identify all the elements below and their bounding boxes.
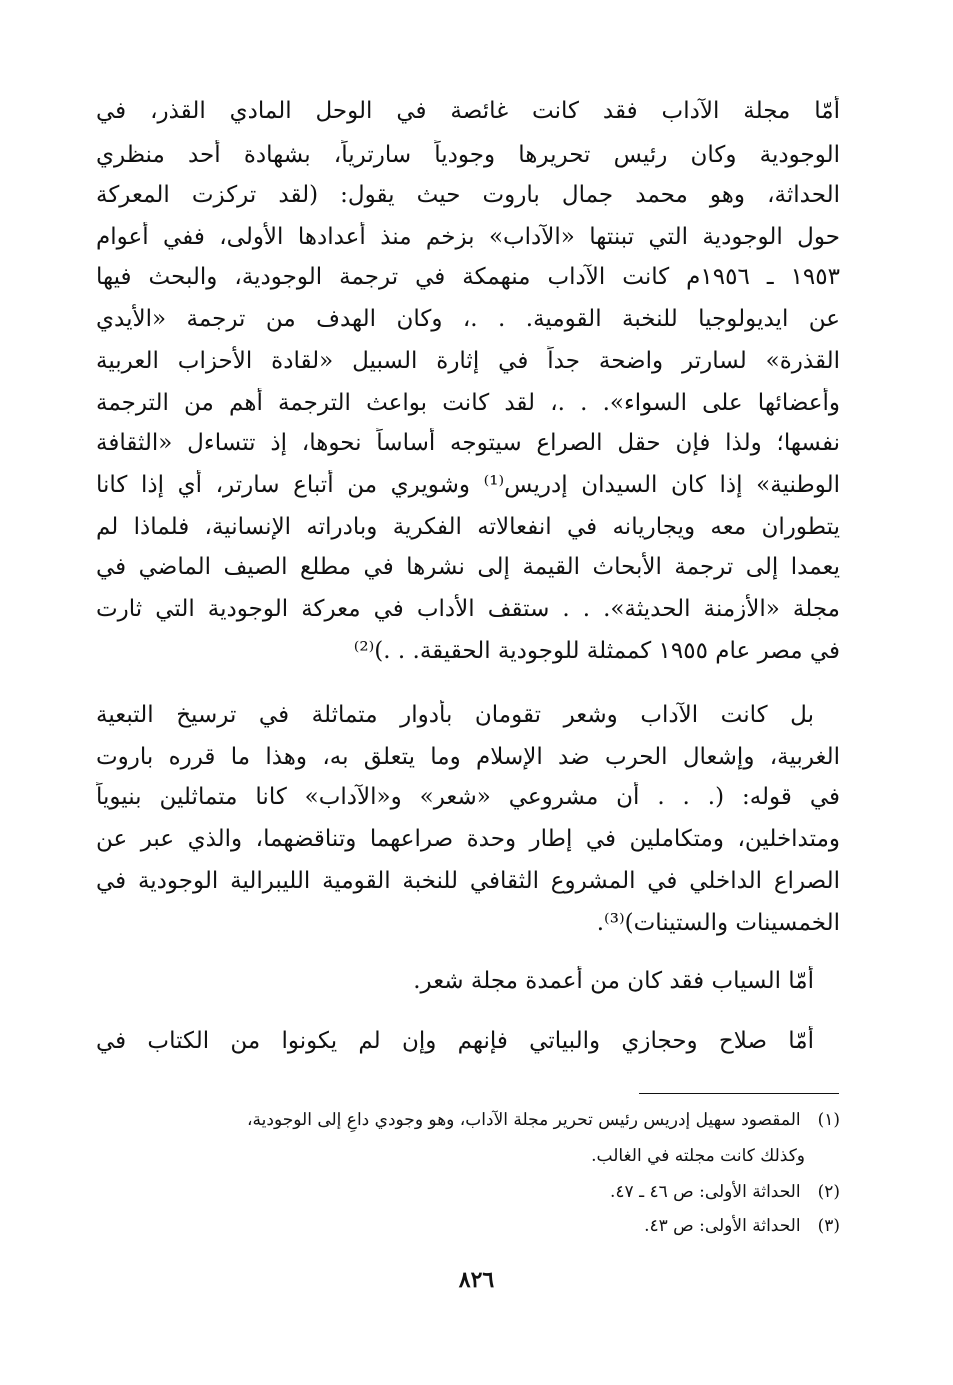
footnote-text: الحداثة الأولى: ص ٤٦ ـ ٤٧. <box>610 1182 801 1202</box>
text-line: حول الوجودية التي تبنتها «الآداب» بزخم منذ أعدادها الأولى، ففي أعوام <box>96 224 840 250</box>
text-line: في قوله: (. . . أن مشروعي «شعر» و«الآداب» كانا متماثلين بنيوياً <box>96 784 840 810</box>
footnote <box>100 1108 840 1132</box>
page-number: ٨٢٦ <box>458 1267 495 1293</box>
text-line: في مصر عام ١٩٥٥ كممثلة للوجودية الحقيقة. . .)⁽²⁾ <box>353 638 840 664</box>
text-line: أمّا السياب فقد كان من أعمدة مجلة شعر. <box>413 968 814 994</box>
footnote-number: (٢) <box>817 1182 840 1202</box>
footnote <box>100 1214 840 1238</box>
text-line: الحداثة، وهو محمد جمال باروت حيث يقول: (لقد تركزت المعركة <box>96 182 840 208</box>
text-line: الوطنية» إذا كان السيدان إدريس⁽¹⁾ وشويري من أتباع سارتر، أي إذا كانا <box>96 472 840 498</box>
footnote-text: المقصود سهيل إدريس رئيس تحرير مجلة الآداب، وهو وجودي داعٍ إلى الوجودية، <box>247 1110 801 1130</box>
text-line: الخمسينات والستينات)⁽³⁾. <box>596 910 840 936</box>
text-line: ومتداخلين، ومتكاملين في إطار وحدة صراعهما وتناقضهما، والذي عبر عن <box>96 826 840 852</box>
text-line: الغربية، وإشعال الحرب ضد الإسلام وما يتعلق به، وهذا ما قرره باروت <box>96 744 840 770</box>
text-line: الوجودية وكان رئيس تحريرها وجودياً سارترياً، بشهادة أحد منظري <box>96 142 840 168</box>
text-line: القذرة» لسارتر واضحة جداً في إثارة السبيل «لقادة الأحزاب العربية <box>96 348 840 374</box>
text-line: وأعضائها على السواء». . .، لقد كانت بواعث الترجمة أهم من الترجمة <box>96 390 840 416</box>
footnote-number: (١) <box>817 1110 840 1130</box>
text-line: بل كانت الآداب وشعر تقومان بأدوار متماثلة في ترسيخ التبعية <box>96 702 814 728</box>
text-line: أمّا مجلة الآداب فقد كانت غائصة في الوحل المادي القذر، في <box>96 98 840 124</box>
footnote-number: (٣) <box>817 1216 840 1236</box>
text-line: مجلة «الأزمنة الحديثة». . . ستقف الأداب في معركة الوجودية التي ثارت <box>96 596 840 622</box>
text-line: عن ايديولوجيا للنخبة القومية. . .، وكان الهدف من ترجمة «الأيدي <box>96 306 840 332</box>
footnote-separator <box>639 1093 839 1094</box>
text-line: أمّا صلاح وحجازي والبياتي فإنهم وإن لم يكونوا من الكتاب في <box>96 1028 814 1054</box>
text-line: يعمدا إلى ترجمة الأبحاث القيمة إلى نشرها في مطلع الصيف الماضي في <box>96 554 840 580</box>
text-line: الصراع الداخلي في المشروع الثقافي للنخبة القومية الليبرالية الوجودية في <box>96 868 840 894</box>
footnote-continuation: وكذلك كانت مجلته في الغالب. <box>591 1146 805 1166</box>
footnote-text: الحداثة الأولى: ص ٤٣. <box>644 1216 801 1236</box>
text-line: نفسها؛ ولذا فإن حقل الصراع سيتوجه أساساً نحوها، إذ تتساءل «الثقافة <box>96 430 840 456</box>
footnote <box>100 1180 840 1204</box>
text-line: يتطوران معه ويجاريانه في انفعالاته الفكرية وبادراته الإنسانية، فلماذا لم <box>96 514 840 540</box>
text-line: ١٩٥٣ ـ ١٩٥٦م كانت الآداب منهمكة في ترجمة الوجودية، والبحث فيها <box>96 264 840 290</box>
